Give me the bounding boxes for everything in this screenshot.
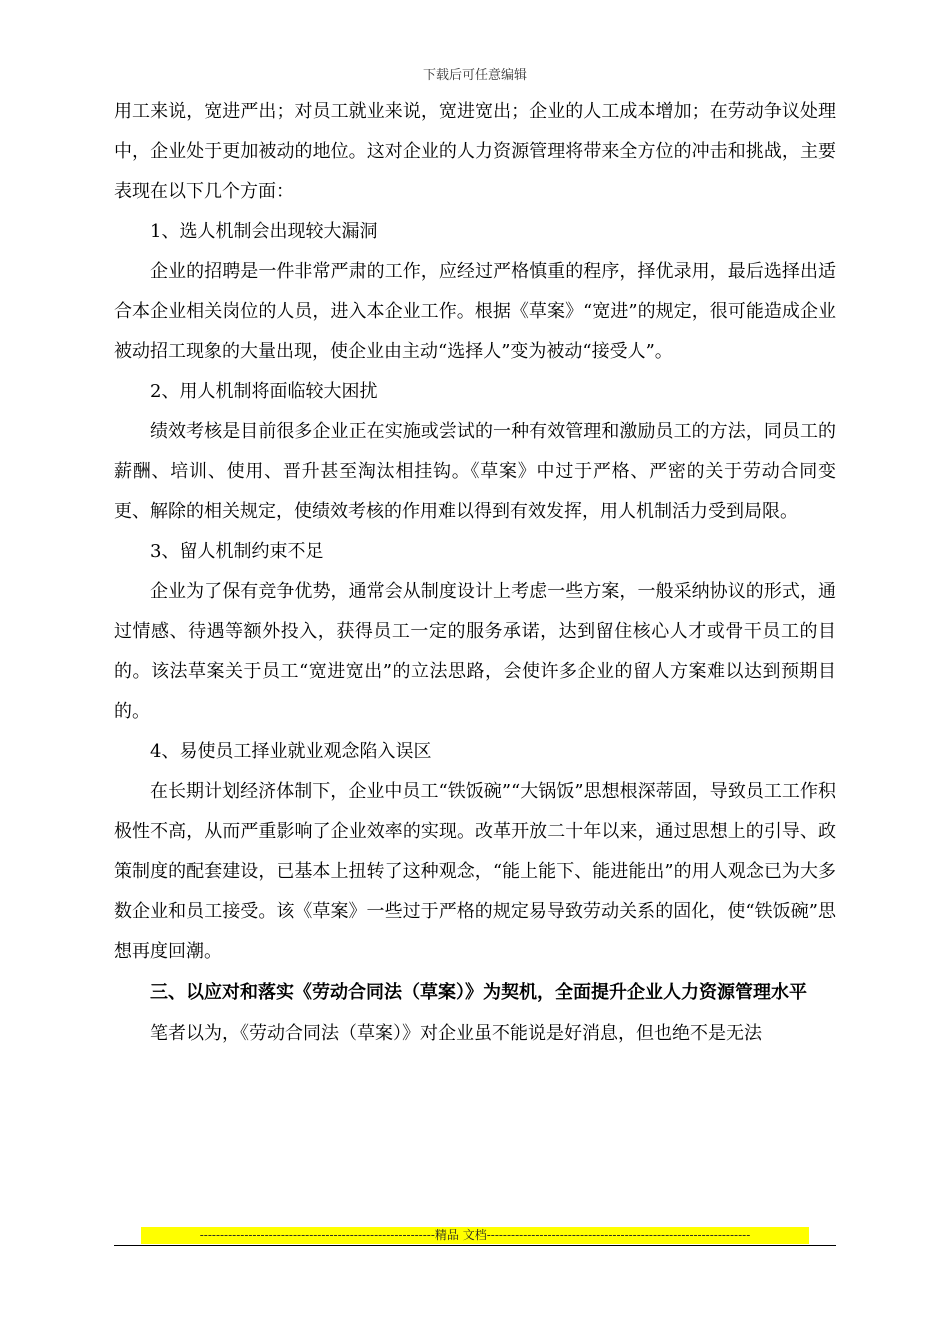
paragraph-last: 笔者以为，《劳动合同法（草案）》对企业虽不能说是好消息，但也绝不是无法 <box>150 1023 762 1044</box>
subheading-4: 4、易使员工择业就业观念陷入误区 <box>150 741 432 762</box>
footer-divider <box>114 1245 836 1246</box>
paragraph-2: 绩效考核是目前很多企业正在实施或尝试的一种有效管理和激励员工的方法，同员工的薪酬、培训、使用、晋升甚至淘汰相挂钩。《草案》中过于严格、严密的关于劳动合同变更、解除的相关规定，使绩效考核的作用难以得到有效发挥，用人机制活力受到局限。 <box>114 421 836 522</box>
paragraph-3: 企业为了保有竞争优势，通常会从制度设计上考虑一些方案，一般采纳协议的形式，通过情感、待遇等额外投入，获得员工一定的服务承诺，达到留住核心人才或骨干员工的目的。该法草案关于员工“宽进宽出”的立法思路，会使许多企业的留人方案难以达到预期目的。 <box>114 581 836 722</box>
paragraph-1: 企业的招聘是一件非常严肃的工作，应经过严格慎重的程序，择优录用，最后选择出适合本企业相关岗位的人员，进入本企业工作。根据《草案》“宽进”的规定，很可能造成企业被动招工现象的大量出现，使企业由主动“选择人”变为被动“接受人”。 <box>114 261 836 362</box>
subheading-3: 3、留人机制约束不足 <box>150 541 324 562</box>
page-header: 下载后可任意编辑 <box>422 68 527 83</box>
paragraph-intro: 用工来说，宽进严出；对员工就业来说，宽进宽出；企业的人工成本增加；在劳动争议处理中，企业处于更加被动的地位。这对企业的人力资源管理将带来全方位的冲击和挑战，主要表现在以下几个方面： <box>114 101 836 202</box>
paragraph-4: 在长期计划经济体制下，企业中员工“铁饭碗”“大锅饭”思想根深蒂固，导致员工工作积极性不高，从而严重影响了企业效率的实现。改革开放二十年以来，通过思想上的引导、政策制度的配套建设，已基本上扭转了这种观念，“能上能下、能进能出”的用人观念已为大多数企业和员工接受。该《草案》一些过于严格的规定易导致劳动关系的固化，使“铁饭碗”思想再度回潮。 <box>114 781 836 962</box>
section-heading: 三、以应对和落实《劳动合同法（草案）》为契机，全面提升企业人力资源管理水平 <box>150 982 807 1003</box>
footer-banner: ----------------------------------------------------------精品 文档----------------------------------------------------------------- <box>141 1227 809 1244</box>
subheading-2: 2、用人机制将面临较大困扰 <box>150 381 378 402</box>
subheading-1: 1、选人机制会出现较大漏洞 <box>150 221 378 242</box>
document-body <box>114 92 836 1054</box>
